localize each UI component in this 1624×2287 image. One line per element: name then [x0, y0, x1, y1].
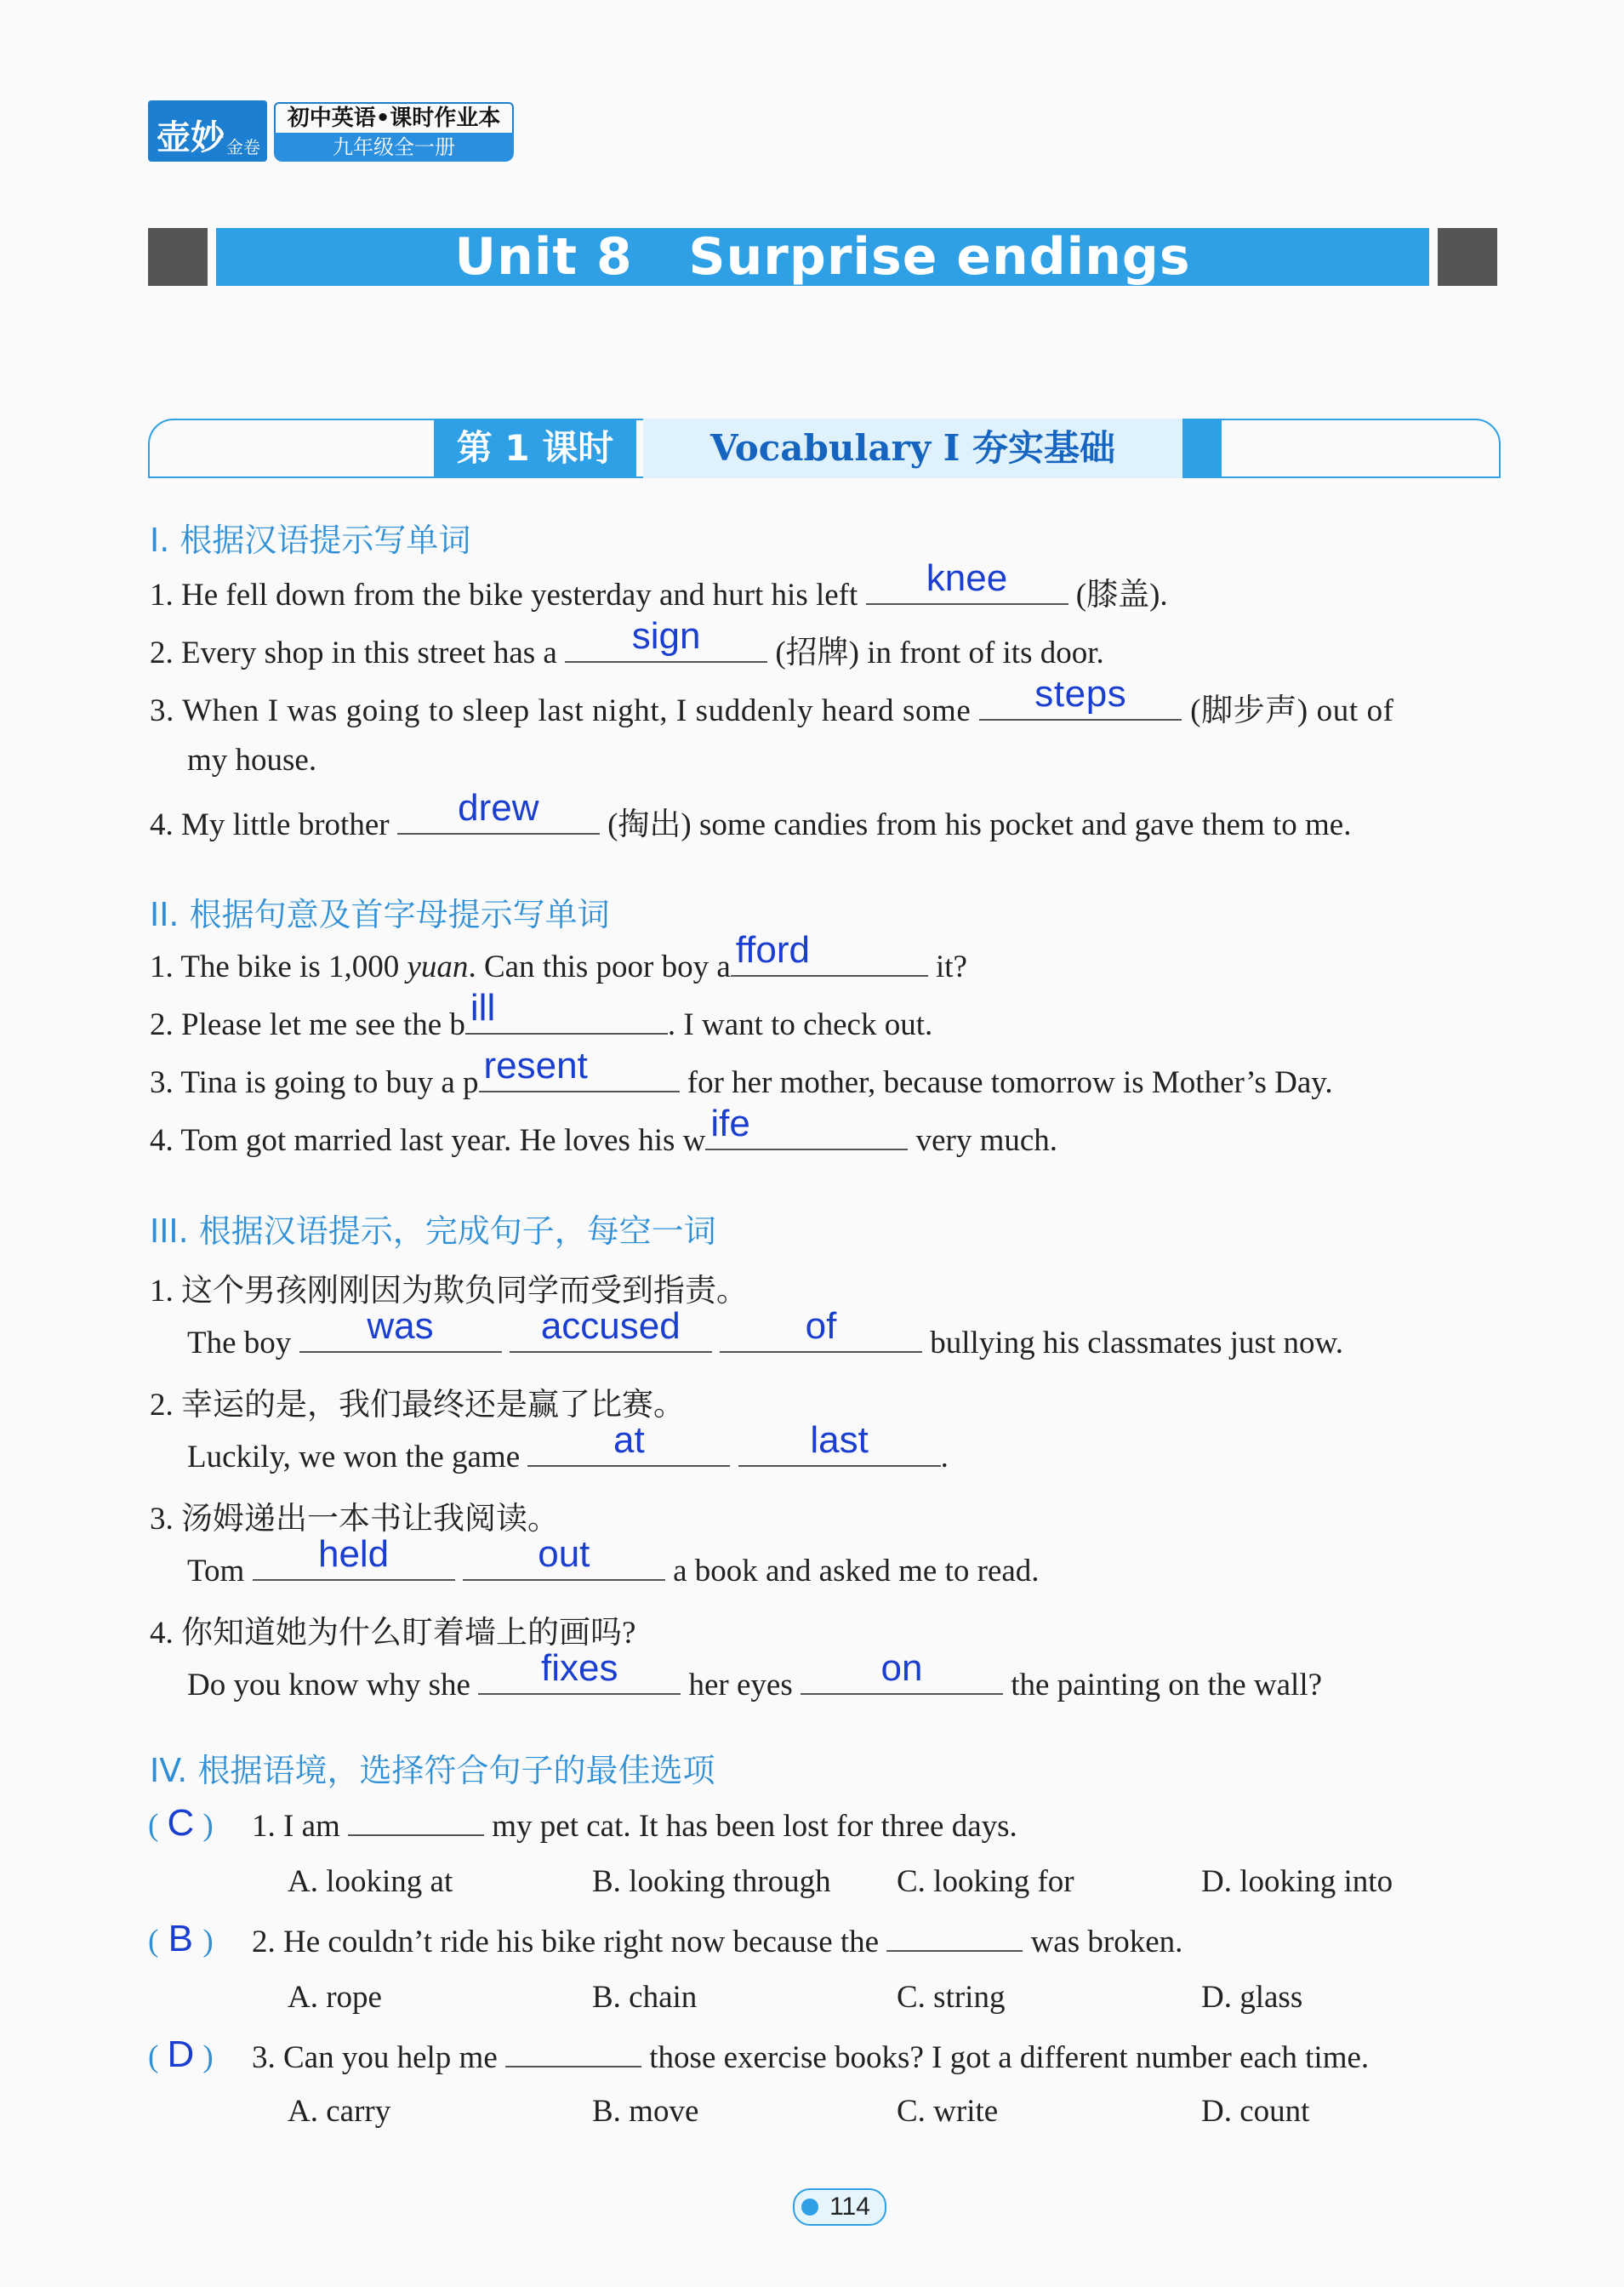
s3-q4-cn: 4. 你知道她为什么盯着墙上的画吗?	[150, 1616, 636, 1651]
s3-q2: Luckily, we won the game at last .	[187, 1419, 949, 1474]
answer-blank[interactable]: of	[720, 1322, 922, 1353]
answer-blank[interactable]: accused	[510, 1322, 712, 1353]
answer-blank[interactable]: held	[253, 1550, 455, 1581]
s3-q4: Do you know why she fixes her eyes on the painting on the wall?	[187, 1647, 1323, 1702]
lesson-tag: 第 1 课时	[434, 419, 636, 478]
section-1-heading: I. 根据汉语提示写单词	[150, 522, 471, 559]
option-d[interactable]: D. looking into	[1201, 1864, 1393, 1899]
answer-blank[interactable]: knee	[866, 574, 1068, 605]
option-a[interactable]: A. carry	[288, 2094, 391, 2129]
option-d[interactable]: D. glass	[1201, 1980, 1303, 2015]
option-b[interactable]: B. move	[592, 2094, 699, 2129]
s4-q2-choice[interactable]: ( B )	[148, 1918, 214, 1959]
brand-name: 壶妙	[157, 117, 225, 157]
page-number: 114	[793, 2188, 886, 2226]
unit-banner	[148, 228, 1497, 286]
option-c[interactable]: C. write	[897, 2094, 999, 2129]
option-a[interactable]: A. looking at	[288, 1864, 453, 1899]
grade-label: 九年级全一册	[274, 133, 514, 162]
option-b[interactable]: B. chain	[592, 1980, 698, 2015]
lesson-title: Vocabulary Ⅰ 夯实基础	[643, 419, 1182, 478]
answer-blank[interactable]: drew	[397, 804, 600, 835]
answer-blank[interactable]: at	[527, 1436, 730, 1467]
s3-q3-cn: 3. 汤姆递出一本书让我阅读。	[150, 1502, 559, 1537]
section-4-heading: IV. 根据语境，选择符合句子的最佳选项	[150, 1752, 715, 1789]
s4-q3-stem: 3. Can you help me those exercise books? I got a different number each time.	[252, 2037, 1369, 2076]
option-c[interactable]: C. string	[897, 1980, 1006, 2015]
option-c[interactable]: C. looking for	[897, 1864, 1074, 1899]
answer-blank[interactable]: sign	[565, 632, 767, 663]
s4-q1-choice[interactable]: ( C )	[148, 1802, 214, 1844]
lesson-header	[148, 419, 1501, 478]
s1-q4: 4. My little brother drew (掏出) some candies from his pocket and gave them to me.	[150, 787, 1352, 842]
answer-blank[interactable]: out	[463, 1550, 665, 1581]
answer-blank[interactable]	[348, 1805, 484, 1836]
answer-blank[interactable]: resent	[479, 1062, 680, 1092]
series-logo	[148, 100, 514, 162]
lesson-end-block	[1182, 419, 1222, 478]
answer-blank[interactable]: last	[738, 1436, 941, 1467]
answer-blank[interactable]: on	[801, 1664, 1003, 1695]
section-2-heading: II. 根据句意及首字母提示写单词	[150, 896, 610, 933]
answer-blank[interactable]: fixes	[478, 1664, 681, 1695]
s3-q1: The boy was accused of bullying his classmates just now.	[187, 1305, 1344, 1360]
s2-q4: 4. Tom got married last year. He loves his w ife very much.	[150, 1103, 1058, 1158]
option-b[interactable]: B. looking through	[592, 1864, 831, 1899]
s2-q3: 3. Tina is going to buy a p resent for her mother, because tomorrow is Mother’s Day.	[150, 1045, 1333, 1100]
series-title: 初中英语•课时作业本	[274, 102, 514, 134]
unit-title: Unit 8 Surprise endings	[454, 227, 1191, 287]
s4-q1-stem: 1. I am my pet cat. It has been lost for three days.	[252, 1805, 1017, 1845]
s4-q3-choice[interactable]: ( D )	[148, 2033, 214, 2075]
s4-q2-stem: 2. He couldn’t ride his bike right now because the was broken.	[252, 1921, 1182, 1960]
brand-sub: 金卷	[226, 137, 260, 157]
s1-q1: 1. He fell down from the bike yesterday and hurt his left knee (膝盖).	[150, 557, 1168, 613]
s3-q2-cn: 2. 幸运的是，我们最终还是赢了比赛。	[150, 1388, 685, 1423]
s1-q3-cont: my house.	[187, 743, 317, 778]
s2-q2: 2. Please let me see the b ill . I want to check out.	[150, 987, 933, 1042]
page-dot-icon	[801, 2199, 818, 2216]
answer-blank[interactable]	[886, 1921, 1023, 1952]
brand-mark	[148, 100, 267, 162]
s3-q3: Tom held out a book and asked me to read.	[187, 1533, 1040, 1588]
answer-blank[interactable]: fford	[731, 946, 928, 977]
answer-blank[interactable]: was	[299, 1322, 502, 1353]
option-d[interactable]: D. count	[1201, 2094, 1310, 2129]
s3-q1-cn: 1. 这个男孩刚刚因为欺负同学而受到指责。	[150, 1274, 748, 1309]
answer-blank[interactable]	[505, 2037, 641, 2067]
s1-q2: 2. Every shop in this street has a sign (招牌) in front of its door.	[150, 615, 1104, 670]
s2-q1: 1. The bike is 1,000 yuan. Can this poor boy a fford it?	[150, 929, 967, 984]
answer-blank[interactable]: ill	[465, 1004, 668, 1035]
option-a[interactable]: A. rope	[288, 1980, 382, 2015]
section-3-heading: III. 根据汉语提示，完成句子，每空一词	[150, 1212, 716, 1250]
answer-blank[interactable]: ife	[705, 1120, 908, 1150]
s1-q3: 3. When I was going to sleep last night, I suddenly heard some steps (脚步声) out of	[150, 673, 1394, 728]
answer-blank[interactable]: steps	[979, 690, 1182, 721]
